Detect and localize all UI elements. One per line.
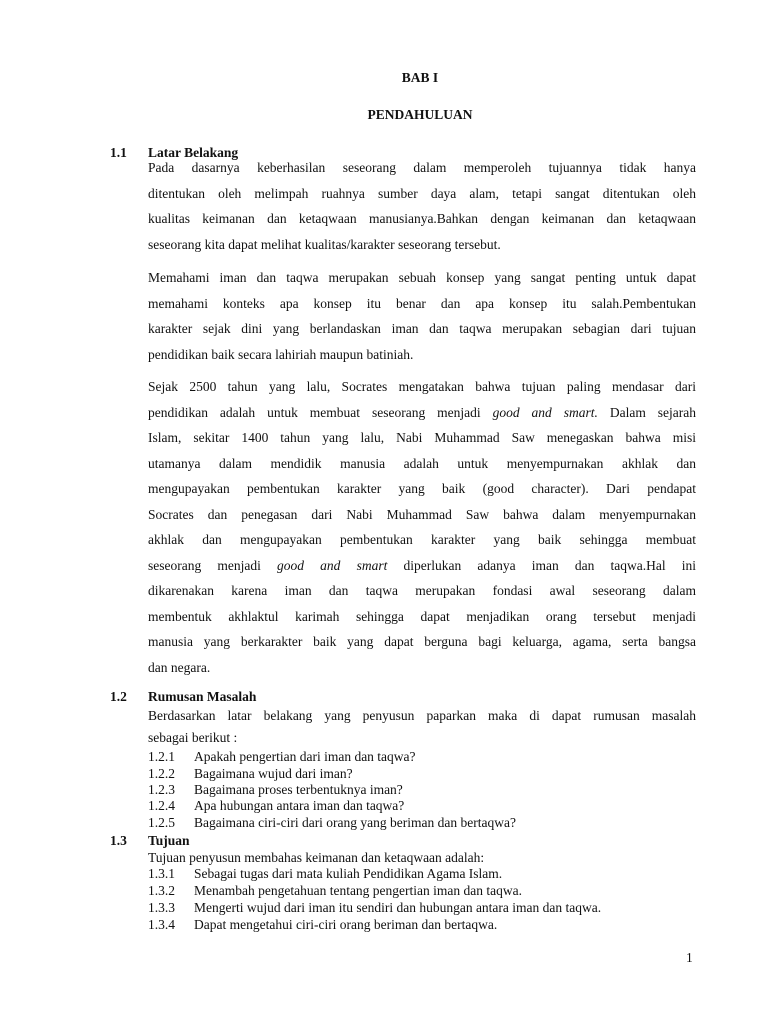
list-item: [148, 782, 403, 798]
italic-text: good and smart: [277, 557, 388, 573]
list-text: Bagaimana wujud dari iman?: [194, 766, 353, 781]
text-line: ditentukan oleh melimpah ruahnya sumber daya alam, tetapi sangat ditentukan oleh: [148, 185, 696, 201]
list-text: Bagaimana ciri-ciri dari orang yang beriman dan bertaqwa?: [194, 815, 516, 830]
section-number: 1.3: [110, 833, 127, 848]
section-title: Latar Belakang: [148, 145, 239, 160]
text-line: Islam, sekitar 1400 tahun yang lalu, Nabi Muhammad Saw menegaskan bahwa misi: [148, 430, 696, 445]
list-item: [148, 900, 601, 916]
text-line: Memahami iman dan taqwa merupakan sebuah konsep yang sangat penting untuk dapat: [148, 270, 696, 285]
section-number: 1.1: [110, 145, 127, 160]
text-line: pendidikan baik secara lahiriah maupun batiniah.: [148, 346, 414, 362]
list-number: 1.2.1: [148, 749, 175, 764]
list-item: [148, 766, 353, 782]
list-text: Menambah pengetahuan tentang pengertian iman dan taqwa.: [194, 883, 523, 898]
italic-text: good and smart.: [492, 404, 598, 420]
text-line: [148, 553, 696, 579]
text-line: memahami konteks apa konsep itu benar dan apa konsep itu salah.Pembentukan: [148, 295, 696, 311]
list-number: 1.3.3: [148, 900, 175, 915]
list-item: [148, 866, 502, 882]
list-text: Bagaimana proses terbentuknya iman?: [194, 782, 403, 797]
section-title: Tujuan: [148, 833, 190, 848]
paragraph-3: [148, 374, 696, 680]
text-run: seseorang menjadi: [148, 557, 261, 573]
page-number: 1: [686, 950, 693, 965]
text-line: Pada dasarnya keberhasilan seseorang dalam memperoleh tujuannya tidak hanya: [148, 160, 696, 175]
list-number: 1.2.4: [148, 798, 175, 813]
list-text: Sebagai tugas dari mata kuliah Pendidikan Agama Islam.: [194, 866, 503, 881]
text-line: kualitas keimanan dan ketaqwaan manusianya.Bahkan dengan keimanan dan ketaqwaan: [148, 211, 696, 226]
text-line: manusia yang berkarakter baik yang dapat berguna bagi keluarga, agama, serta bangsa: [148, 634, 696, 649]
list-item: [148, 749, 416, 765]
list-number: 1.2.2: [148, 766, 175, 781]
text-line: Socrates dan penegasan dari Nabi Muhammad Saw bahwa dalam menyempurnakan: [148, 506, 696, 522]
list-number: 1.3.2: [148, 883, 175, 898]
section-title: Rumusan Masalah: [148, 689, 257, 704]
paragraph-1: [148, 155, 696, 257]
text-run: pendidikan adalah untuk membuat seseorang menjadi: [148, 404, 481, 420]
list-item: [148, 798, 404, 814]
list-text: Apa hubungan antara iman dan taqwa?: [194, 798, 405, 813]
text-line: dan negara.: [148, 659, 211, 675]
list-text: Dapat mengetahui ciri-ciri orang beriman dan bertaqwa.: [194, 917, 498, 932]
list-item: [148, 917, 497, 933]
text-line: [148, 400, 696, 426]
list-text: Apakah pengertian dari iman dan taqwa?: [194, 749, 416, 764]
text-line: dikarenakan karena iman dan taqwa merupakan fondasi awal seseorang dalam: [148, 583, 696, 598]
text-run: Dalam sejarah: [609, 404, 697, 420]
paragraph-2: [148, 265, 696, 367]
list-number: 1.3.4: [148, 917, 175, 932]
list-item: [148, 883, 522, 899]
list-text: Mengerti wujud dari iman itu sendiri dan hubungan antara iman dan taqwa.: [194, 900, 602, 915]
text-line: Sejak 2500 tahun yang lalu, Socrates mengatakan bahwa tujuan paling mendasar dari: [148, 379, 696, 394]
list-number: 1.3.1: [148, 866, 175, 881]
list-item: [148, 815, 516, 831]
chapter-title: PENDAHULUAN: [367, 107, 473, 122]
text-run: diperlukan adanya iman dan taqwa.Hal ini: [403, 557, 697, 573]
tujuan-intro: Tujuan penyusun membahas keimanan dan ketaqwaan adalah:: [148, 850, 485, 865]
list-number: 1.2.5: [148, 815, 175, 830]
text-line: karakter sejak dini yang berlandaskan iman dan taqwa merupakan sebagian dari tujuan: [148, 321, 696, 336]
text-line: akhlak dan mengupayakan pembentukan karakter yang baik sehingga membuat: [148, 532, 696, 547]
text-line: utamanya dalam mendidik manusia adalah untuk menyempurnakan akhlak dan: [148, 455, 696, 471]
text-line: seseorang kita dapat melihat kualitas/karakter seseorang tersebut.: [148, 236, 501, 252]
section-number: 1.2: [110, 689, 127, 704]
rumusan-intro-cont: sebagai berikut :: [148, 730, 238, 745]
list-number: 1.2.3: [148, 782, 175, 797]
text-line: membentuk akhlaktul karimah sehingga dapat menjadikan orang tersebut menjadi: [148, 608, 696, 624]
chapter-heading: BAB I: [401, 70, 439, 85]
text-line: Berdasarkan latar belakang yang penyusun paparkan maka di dapat rumusan masalah: [148, 708, 696, 723]
text-line: mengupayakan pembentukan karakter yang baik (good character). Dari pendapat: [148, 481, 696, 496]
rumusan-intro: [148, 702, 696, 730]
